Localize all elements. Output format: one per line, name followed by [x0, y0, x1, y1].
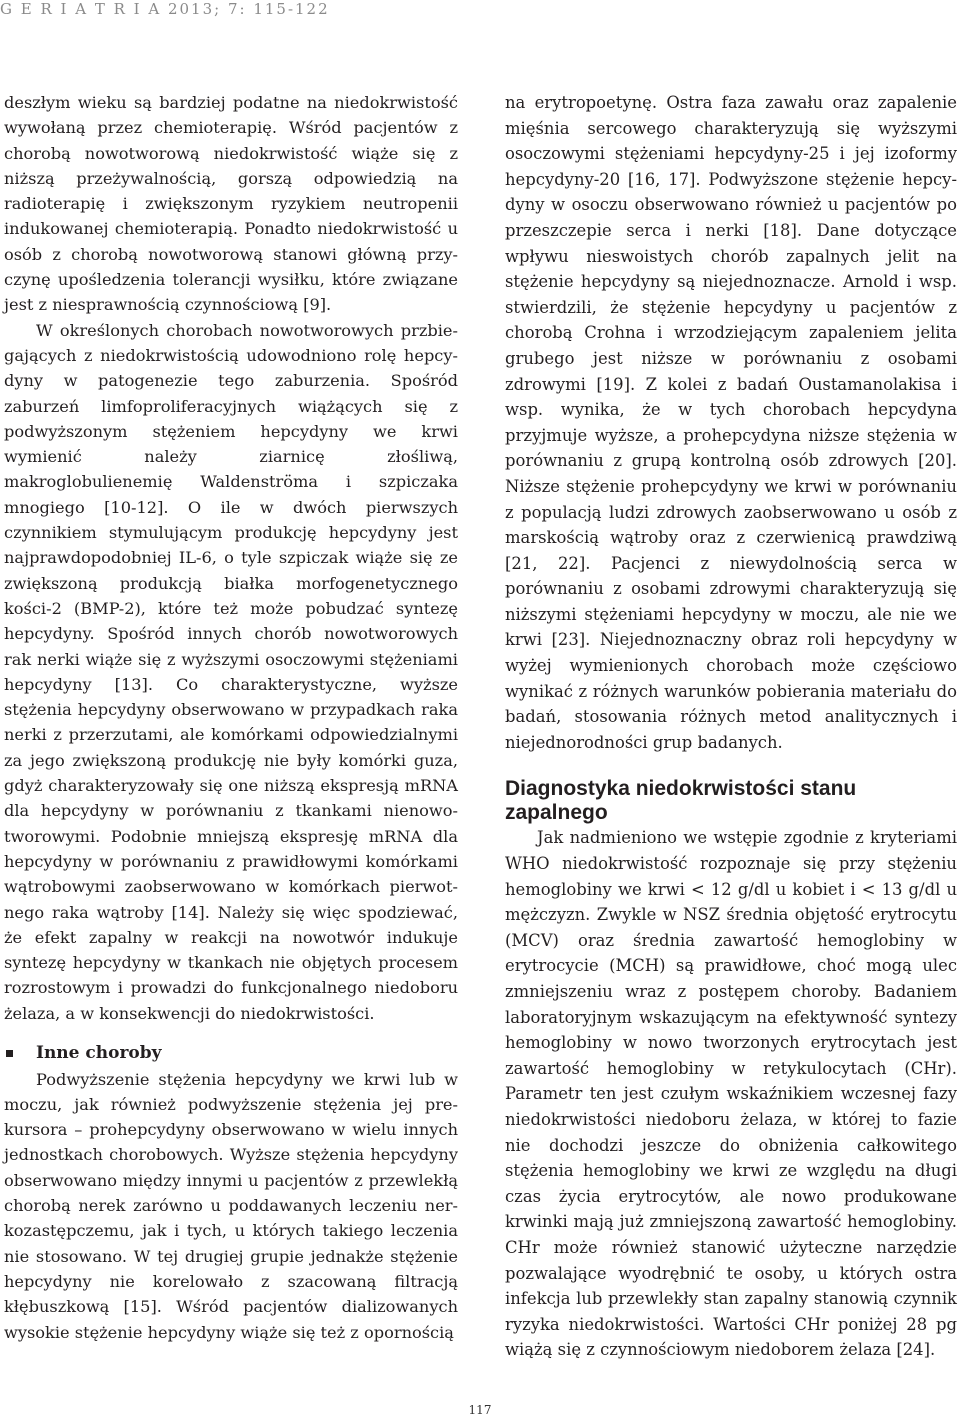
subsection-heading-text: Inne choroby [36, 1042, 162, 1063]
square-bullet-icon [6, 1050, 13, 1057]
running-header: G E R I A T R I A 2013; 7: 115-122 [0, 0, 330, 18]
body-paragraph: deszłym wieku są bardziej podatne na niedokrwistość wywołaną przez chemioterapię. Wśród pacjentów z chorobą nowotworową niedokrwistość wiąże się z niższą przeżywalnością, gorszą odpowiedzią na radioterapię i zwiększonym ryzykiem neutropenii indukowanej chemioterapią. Ponadto niedokrwistość u osób z chorobą nowotworową stanowi główną przyczynę upośledzenia tolerancji wysiłku, które związane jest z niesprawnością czynnościową [9]. [4, 93, 458, 315]
body-paragraph: na erytropoetynę. Ostra faza zawału oraz zapalenie mięśnia sercowego charakteryzują się wyższymi osoczowymi stężeniami hepcydyny-25 i jej izoformy hepcydyny-20 [16, 17]. Podwyższone stężenie hepcydyny w osoczu obserwowano również u pacjentów po przeszczepie serca i nerki [18]. Dane dotyczące wpływu nieswoistych chorób zapalnych jelit na stężenie hepcydyny są niejednoznacze. Arnold i wsp. stwierdzili, że stężenie hepcydyny u pacjentów z chorobą Crohna i wrzodziejącym zapaleniem jelita grubego jest niższe w porównaniu z osobami zdrowymi [19]. Z kolei z badań Oustamanolakisa i wsp. wynika, że w tych chorobach hepcydyna przyjmuje wyższe, a prohepcydyna niższe stężenia w porównaniu z grupą kontrolną osób zdrowych [20]. Niższe stężenie prohepcydyny we krwi w porównaniu z populacją ludzi zdrowych zaobserwowano u osób z marskością wątroby oraz z czerwienicą prawdziwą [21, 22]. Pacjenci z niewydolnością serca w porównaniu z osobami zdrowymi charakteryzują się niższymi stężeniami hepcydyny w moczu, ale nie we krwi [23]. Niejednoznaczny obraz roli hepcydyny w wyżej wymienionych chorobach może częściowo wynikać z różnych warunków pobierania materiału do badań, stosowania różnych metod analitycznych i niejednorodności grup badanych. [505, 93, 957, 752]
body-paragraph: W określonych chorobach nowotworowych przbiegających z niedokrwistością udowodniono rolę hepcydyny w patogenezie tego zaburzenia. Spośród zaburzeń limfoproliferacyjnych wiążących się z podwyższonym stężeniem hepcydyny we krwi wymienić należy ziarnicę złośliwą, makroglobulienemię Waldenströma i szpiczaka mnogiego [10-12]. O ile w dwóch pierwszych czynnikiem stymulującym produkcję hepcydyny jest najprawdopodobniej IL-6, o tyle szpiczak wiąże się ze zwiększoną produkcją białka morfogenetycznego kości-2 (BMP-2), które też może pobudzać syntezę hepcydyny. Spośród innych chorób nowotworowych rak nerki wiąże się z wyższymi osoczowymi stężeniami hepcydyny [13]. Co charakterystyczne, wyższe stężenia hepcydyny obserwowano w przypadkach raka nerki z przerzutami, ale komórkami odpowiedzialnymi za jego zwiększoną produkcję nie były komórki guza, gdyż charakteryzowały się one niższą ekspresją mRNA dla hepcydyny w porównaniu z tkankami nienowotworowymi. Podobnie mniejszą ekspresję mRNA dla hepcydyny w porównaniu z prawidłowymi komórkami wątrobowymi zaobserwowano w komórkach pierwotnego raka wątroby [14]. Należy się więc spodziewać, że efekt zapalny w reakcji na nowotwór indukuje syntezę hepcydyny w tkankach nie objętych procesem rozrostowym i prowadzi do funkcjonalnego niedoboru żelaza, a w konsekwencji do niedokrwistości. [4, 320, 458, 1023]
page-number: 117 [468, 1403, 492, 1417]
right-column [505, 90, 957, 1363]
left-column [4, 90, 458, 1345]
body-paragraph: Podwyższenie stężenia hepcydyny we krwi lub w moczu, jak również podwyższenie stężenia jej prekursora – prohepcydyny obserwowano w wielu innych jednostkach chorobowych. Wyższe stężenia hepcydyny obserwowano między innymi u pacjentów z przewlekłą chorobą nerek zarówno u poddawanych leczeniu nerkozastępczemu, jak i tych, u których takiego leczenia nie stosowano. W tej drugiej grupie jednakże stężenie hepcydyny nie korelowało z szacowaną filtracją kłębuszkową [15]. Wśród pacjentów dializowanych wysokie stężenie hepcydyny wiąże się też z opornością [4, 1069, 458, 1342]
body-paragraph: Jak nadmieniono we wstępie zgodnie z kryteriami WHO niedokrwistość rozpoznaje się przy stężeniu hemoglobiny we krwi < 12 g/dl u kobiet i < 13 g/dl u mężczyzn. Zwykle w NSZ średnia objętość erytrocytu (MCV) oraz średnia zawartość hemoglobiny w erytrocycie (MCH) są prawidłowe, choć mogą ulec zmniejszeniu wraz z postępem choroby. Badaniem laboratoryjnym wskazującym na efektywność syntezy hemoglobiny w nowo tworzonych erytrocytach jest zawartość hemoglobiny w retykulocytach (CHr). Parametr ten jest czułym wskaźnikiem wczesnej fazy niedokrwistości niedoboru żelaza, w której to fazie nie dochodzi jeszcze do obniżenia całkowitego stężenia hemoglobiny we krwi ze względu na długi czas życia erytrocytów, ale nowo produkowane krwinki mają już zmniejszoną zawartość hemoglobiny. CHr może również stanowić użyteczne narzędzie pozwalające wyodrębnić te osoby, u których ostra infekcja lub przewlekły stan zapalny stanowią czynnik ryzyka niedokrwistości. Wartości CHr poniżej 28 pg wiążą się z czynnościowym niedoborem żelaza [24]. [505, 828, 957, 1360]
section-heading: Diagnostyka niedokrwistości stanu zapalnego [505, 777, 857, 825]
subsection-heading [4, 1041, 458, 1067]
